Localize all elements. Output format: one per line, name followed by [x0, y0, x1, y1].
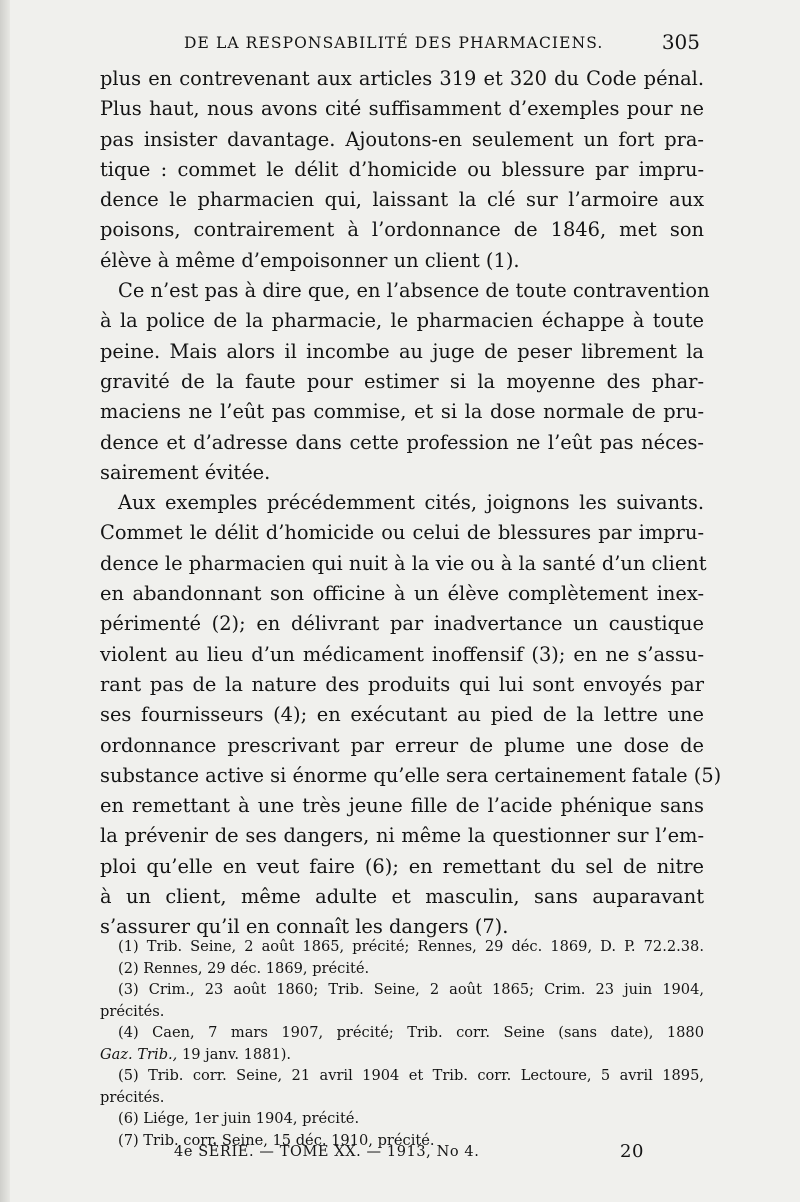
running-title: DE LA RESPONSABILITÉ DES PHARMACIENS. — [184, 34, 604, 52]
text-line: gravité de la faute pour estimer si la moyenne des phar- — [100, 369, 704, 393]
footnote: (5) Trib. corr. Seine, 21 avril 1904 et Trib. corr. Lectoure, 5 avril 1895, — [118, 1067, 704, 1084]
text-line: ordonnance prescrivant par erreur de plume une dose de — [100, 733, 704, 757]
footnote: (4) Caen, 7 mars 1907, précité; Trib. corr. Seine (sans date), 1880 — [118, 1024, 704, 1041]
footnote-text: 19 janv. 1881). — [177, 1045, 292, 1063]
footnote: (7) Trib. corr. Seine, 15 déc. 1910, précité. — [118, 1131, 435, 1149]
text-line: Commet le délit d’homicide ou celui de blessures par impru- — [100, 521, 704, 545]
text-line: à un client, même adulte et masculin, sans auparavant — [100, 885, 704, 909]
text-line: dence le pharmacien qui, laissant la clé sur l’armoire aux — [100, 188, 704, 212]
footnote-continuation — [100, 1044, 704, 1066]
text-line: Ce n’est pas à dire que, en l’absence de toute contravention — [118, 279, 710, 303]
text-line: rant pas de la nature des produits qui lui sont envoyés par — [100, 672, 704, 696]
page-number: 305 — [661, 30, 700, 54]
text-line: sairement évitée. — [100, 460, 271, 484]
text-line: dence et d’adresse dans cette profession ne l’eût pas néces- — [100, 430, 704, 454]
text-line: peine. Mais alors il incombe au juge de peser librement la — [100, 339, 704, 363]
text-line: maciens ne l’eût pas commise, et si la dose normale de pru- — [100, 400, 704, 424]
text-line: en remettant à une très jeune fille de l’acide phénique sans — [100, 794, 704, 818]
text-line: s’assurer qu’il en connaît les dangers (7). — [100, 915, 509, 939]
text-line: poisons, contrairement à l’ordonnance de 1846, met son — [100, 218, 704, 242]
journal-title: Gaz. Trib., — [100, 1045, 178, 1063]
footnote: (6) Liége, 1er juin 1904, précité. — [118, 1110, 360, 1127]
text-line: pas insister davantage. Ajoutons-en seulement un fort pra- — [100, 127, 704, 151]
series-line: 4e SÉRIE. — TOME XX. — 1913, No 4. — [174, 1144, 480, 1160]
text-line: dence le pharmacien qui nuit à la vie ou à la santé d’un client — [100, 551, 707, 575]
text-line: violent au lieu d’un médicament inoffensif (3); en ne s’assu- — [100, 642, 704, 666]
body-text — [100, 64, 722, 943]
text-line: ploi qu’elle en veut faire (6); en remettant du sel de nitre — [100, 854, 704, 878]
text-line: Aux exemples précédemment cités, joignons les suivants. — [118, 491, 704, 515]
text-line: Plus haut, nous avons cité suffisamment d’exemples pour ne — [100, 97, 704, 121]
text-line: élève à même d’empoisonner un client (1). — [100, 248, 520, 272]
footnote: (1) Trib. Seine, 2 août 1865, précité; Rennes, 29 déc. 1869, D. P. 72.2.38. — [118, 938, 704, 955]
text-line: en abandonnant son officine à un élève complètement inex- — [100, 582, 704, 606]
footnote: (2) Rennes, 29 déc. 1869, précité. — [118, 959, 370, 977]
text-line: ses fournisseurs (4); en exécutant au pied de la lettre une — [100, 703, 704, 727]
footnote-continuation: précités. — [100, 1002, 165, 1020]
text-line: périmenté (2); en délivrant par inadvertance un caustique — [100, 612, 704, 636]
text-line: tique : commet le délit d’homicide ou blessure par impru- — [100, 157, 704, 181]
text-line: substance active si énorme qu’elle sera certainement fatale (5) — [100, 763, 722, 787]
text-line: la prévenir de ses dangers, ni même la questionner sur l’em- — [100, 824, 704, 848]
text-line: plus en contrevenant aux articles 319 et 320 du Code pénal. — [100, 67, 704, 90]
footnote: (3) Crim., 23 août 1860; Trib. Seine, 2 août 1865; Crim. 23 juin 1904, — [118, 981, 704, 998]
footnote-continuation: précités. — [100, 1088, 165, 1106]
page-gutter — [0, 0, 10, 1202]
text-line: à la police de la pharmacie, le pharmacien échappe à toute — [100, 309, 704, 333]
footnotes — [100, 936, 704, 1151]
signature-mark: 20 — [620, 1141, 645, 1162]
